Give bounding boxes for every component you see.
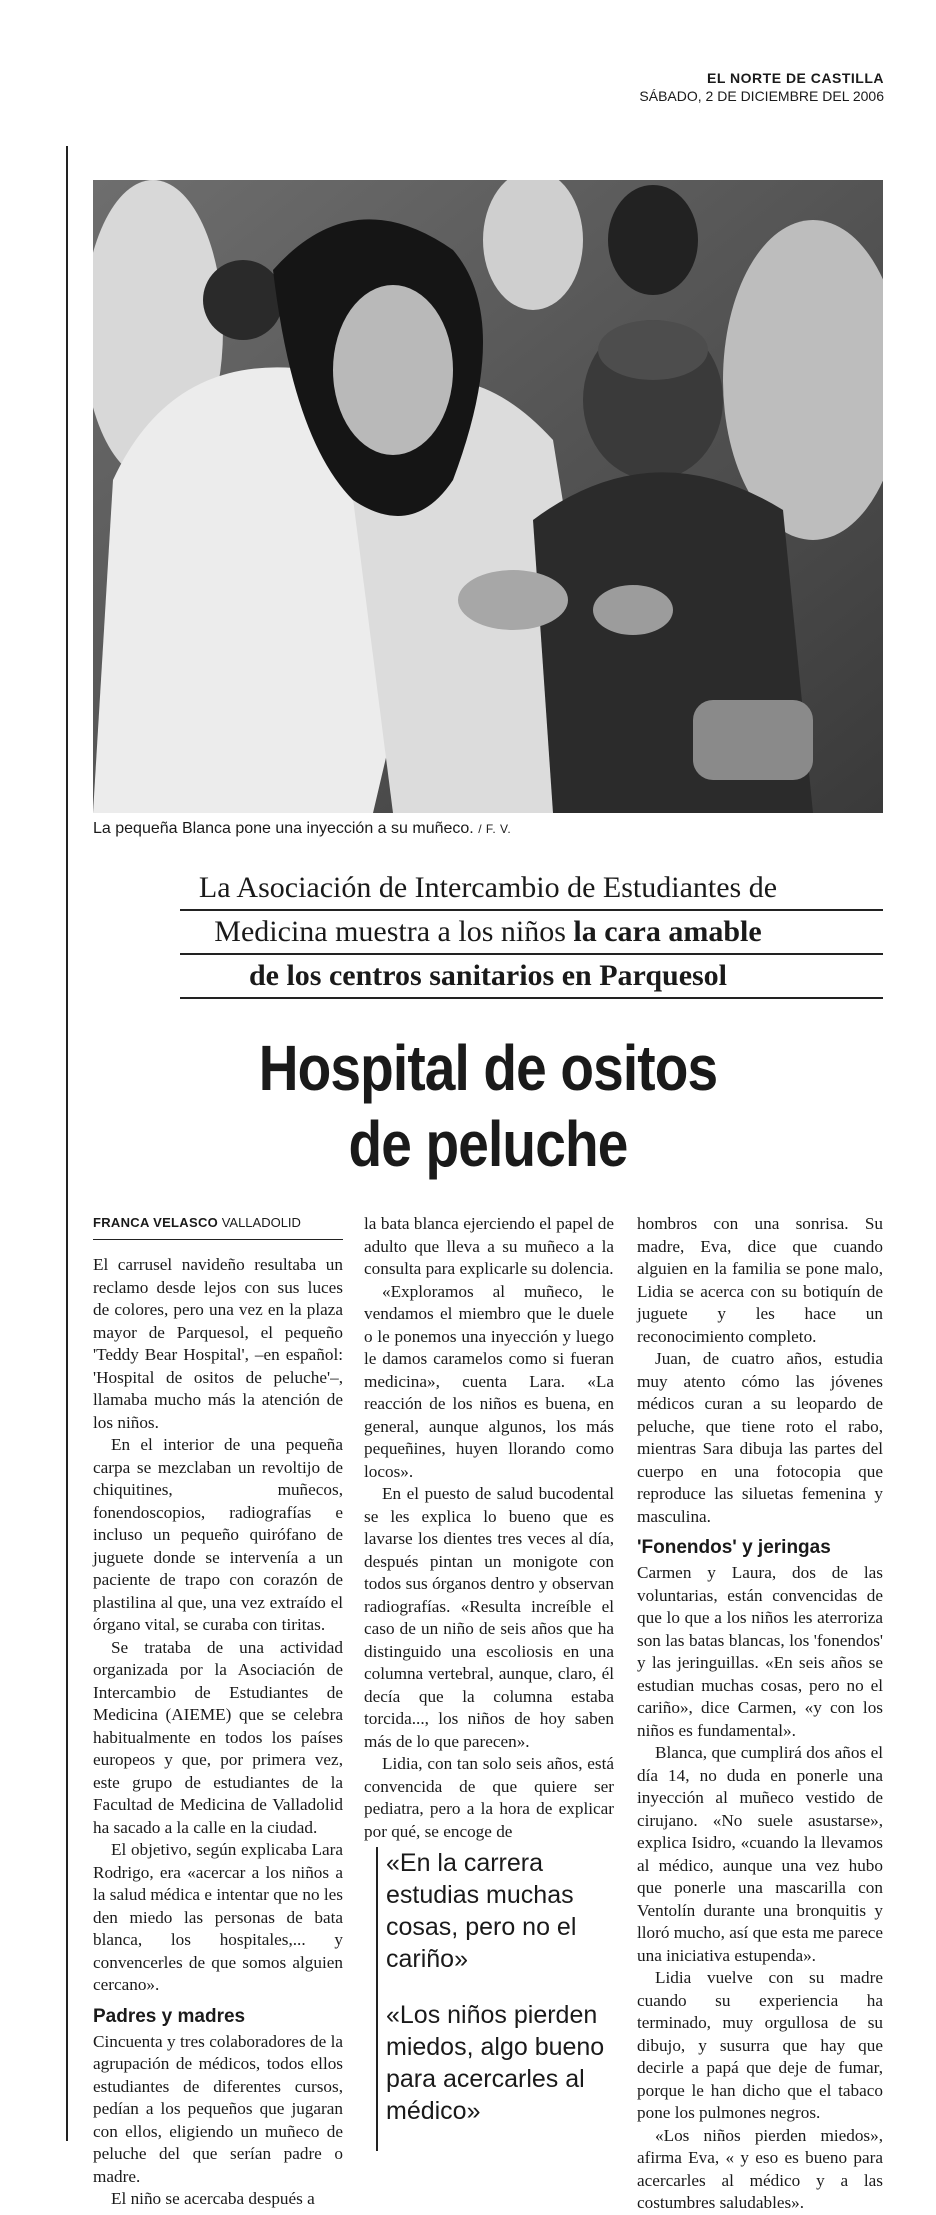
deck-rule — [180, 909, 883, 911]
publication-name: EL NORTE DE CASTILLA — [707, 70, 884, 86]
byline-author: FRANCA VELASCO — [93, 1215, 219, 1230]
pull-quotes — [376, 1847, 626, 2151]
paragraph: Lidia vuelve con su madre cuando su experiencia ha terminado, muy orgullosa de su dibujo, y susurra que hay que decirle a papá que deje de fumar, porque le han dicho que el tabaco pone los pulmones negros. — [637, 1968, 883, 2122]
byline — [93, 1213, 343, 1240]
subheading: Padres y madres — [93, 2005, 246, 2027]
subheading: 'Fonendos' y jeringas — [637, 1537, 831, 1558]
headline-line-2: de peluche — [348, 1108, 628, 1180]
paragraph: «Exploramos al muñeco, le vendamos el miembro que le duele o le ponemos una inyección y luego le damos caramelos como si fueran medicina», cuenta Lara. «La reacción de los niños es buena, en general, aunque algunos, los más pequeñines, huyen llorando como locos». — [364, 1281, 614, 1481]
photo-credit: / F. V. — [478, 822, 512, 836]
article-column-2 — [364, 1213, 614, 1843]
paragraph: Lidia, con tan solo seis años, está convencida de que quiere ser pediatra, pero a la hora de explicar por qué, se encoge de — [364, 1754, 614, 1841]
masthead — [639, 70, 884, 105]
deck-line-3: de los centros sanitarios en Parquesol — [248, 959, 728, 992]
left-column-rule — [66, 146, 68, 2141]
deck — [93, 866, 883, 998]
headline — [148, 1030, 827, 1182]
paragraph: Blanca, que cumplirá dos años el día 14, no duda en ponerle una inyección al muñeco vestido de cirujano. «No suele asustarse», explica Isidro, «cuando la llevamos al médico, aunque una vez hubo que ponerle una mascarilla con Ventolín durante una bronquitis y lloró mucho, así que esta me parece una iniciativa estupenda». — [637, 1743, 883, 1965]
news-photo — [93, 180, 883, 813]
paragraph: Carmen y Laura, dos de las voluntarias, están convencidas de que lo que a los niños les aterroriza son las batas blancas, los 'fonendos' y las jeringuillas. «En seis años se estudian muchas cosas, pero no el cariño», dice Carmen, «y con los niños es fundamental». — [637, 1563, 883, 1740]
paragraph: El objetivo, según explicaba Lara Rodrigo, era «acercar a los niños a la salud médica e intentar que no les den miedo las personas de bata blanca, los hospitales,... y convencerles de que somos alguien cercano». — [93, 1840, 343, 1994]
article-column-3 — [637, 1213, 883, 2215]
deck-line-2-strong: la cara amable — [573, 915, 762, 948]
article-column-1 — [93, 1213, 343, 2211]
paragraph: hombros con una sonrisa. Su madre, Eva, dice que cuando alguien en la familia se pone malo, Lidia se acerca con su botiquín de juguete y les hace un reconocimiento completo. — [637, 1214, 883, 1346]
paragraph: la bata blanca ejerciendo el papel de adulto que lleva a su muñeco a la consulta para explicarle su dolencia. — [364, 1214, 614, 1278]
paragraph: El niño se acercaba después a — [111, 2189, 315, 2208]
deck-line-1: La Asociación de Intercambio de Estudiantes de — [198, 871, 778, 904]
paragraph: Juan, de cuatro años, estudia muy atento cómo las jóvenes médicos curan a su leopardo de peluche, que tiene roto el rabo, mientras Sara dibuja las partes del cuerpo en una fotocopia que reproduce las siluetas femenina y masculina. — [637, 1349, 883, 1526]
photo-illustration — [93, 180, 883, 813]
paragraph: «Los niños pierden miedos», afirma Eva, « y eso es bueno para acercarles al médico y a las costumbres saludables». — [637, 2125, 883, 2212]
paragraph: En el interior de una pequeña carpa se mezclaban un revoltijo de chiquitines, muñecos, fonendoscopios, radiografías e incluso un pequeño quirófano de juguete donde se intervenía a un paciente de trapo con corazón de plastilina al que, una vez extraído el órgano vital, se curaba con tiritas. — [93, 1435, 343, 1634]
pull-quote: «En la carrera estudias muchas cosas, pero no el cariño» — [386, 1849, 577, 1973]
caption-text: La pequeña Blanca pone una inyección a su muñeco. — [93, 820, 474, 837]
deck-rule — [180, 953, 883, 955]
deck-rule — [180, 997, 883, 999]
paragraph: En el puesto de salud bucodental se les explica lo bueno que es lavarse los dientes tres veces al día, después pintan un monigote con todos sus órganos dentro y observan radiografías. «Resulta increíble el caso de un niño de seis años que ha distinguido una escoliosis en una columna vertebral, aunque, claro, él decía que la columna estaba torcida..., los niños de hoy saben más de lo que parecen». — [364, 1484, 614, 1751]
publication-date: SÁBADO, 2 DE DICIEMBRE DEL 2006 — [639, 87, 884, 104]
paragraph: El carrusel navideño resultaba un reclamo desde lejos con sus luces de colores, pero una vez en la plaza mayor de Parquesol, el pequeño 'Teddy Bear Hospital', –en español: 'Hospital de ositos de peluche'–, llamaba mucho más la atención de los niños. — [93, 1255, 343, 1432]
deck-line-2-normal: Medicina muestra a los niños — [214, 915, 574, 948]
byline-location: VALLADOLID — [221, 1215, 301, 1230]
headline-line-1: Hospital de ositos — [258, 1032, 718, 1104]
pull-quote: «Los niños pierden miedos, algo bueno para acercarles al médico» — [386, 2001, 605, 2125]
paragraph: Se trataba de una actividad organizada por la Asociación de Intercambio de Estudiantes de Medicina (AIEME) que se celebra habitualmente en todos los países europeos y que, por primera vez, este grupo de estudiantes de la Facultad de Medicina de Valladolid ha sacado a la calle en la ciudad. — [93, 1637, 343, 1837]
paragraph: Cincuenta y tres colaboradores de la agrupación de médicos, todos ellos estudiantes de diferentes cursos, pedían a los pequeños que jugaran con ellos, eligiendo un muñeco de peluche del que serían padre o madre. — [93, 2031, 343, 2186]
photo-caption — [93, 820, 511, 838]
deck-line-2 — [93, 910, 883, 954]
